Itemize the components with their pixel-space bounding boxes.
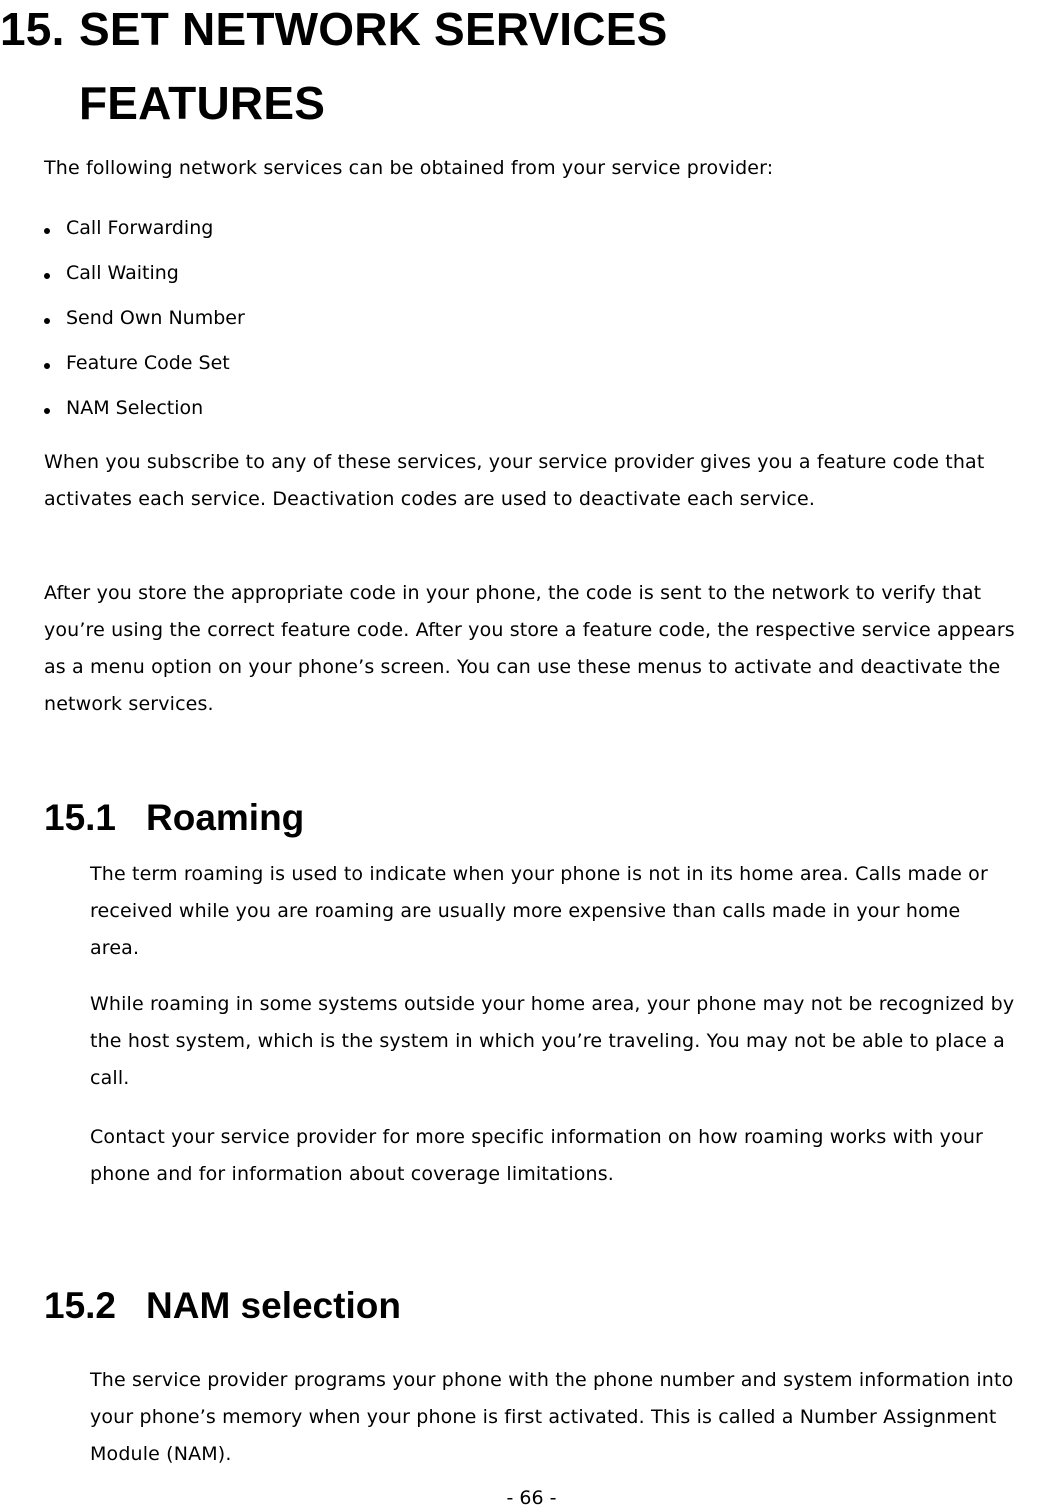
bullet-icon — [44, 363, 50, 369]
intro-paragraph-2: After you store the appropriate code in your phone, the code is sent to the network to verify that you’re using the correct feature code. After you store a feature code, the respective service appears as a menu option on your phone’s screen. You can use these menus to activate and deactivate the network services. — [44, 582, 1015, 715]
bullet-icon — [44, 408, 50, 414]
services-list — [44, 206, 245, 431]
section-title: Roaming — [146, 797, 305, 838]
section-heading-nam-selection — [44, 1284, 401, 1328]
list-item: Call Waiting — [44, 251, 245, 296]
intro-lead: The following network services can be obtained from your service provider: — [44, 157, 774, 179]
chapter-title — [0, 0, 667, 140]
list-item: Feature Code Set — [44, 341, 245, 386]
list-item: Send Own Number — [44, 296, 245, 341]
section-number: 15.2 — [44, 1285, 117, 1326]
list-item: Call Forwarding — [44, 206, 245, 251]
bullet-icon — [44, 273, 50, 279]
nam-paragraph-1: The service provider programs your phone with the phone number and system information into your phone’s memory when your phone is first activated. This is called a Number Assignment Module (NAM). — [90, 1369, 1014, 1465]
section-number: 15.1 — [44, 797, 117, 838]
section-title: NAM selection — [146, 1285, 401, 1326]
bullet-icon — [44, 318, 50, 324]
intro-paragraph-1: When you subscribe to any of these services, your service provider gives you a feature code that activates each service. Deactivation codes are used to deactivate each service. — [44, 451, 985, 510]
roaming-paragraph-3: Contact your service provider for more specific information on how roaming works with your phone and for information about coverage limitations. — [90, 1126, 984, 1185]
chapter-title-line2: FEATURES — [79, 77, 326, 129]
roaming-paragraph-1: The term roaming is used to indicate when your phone is not in its home area. Calls made or received while you are roaming are usually more expensive than calls made in your home area. — [90, 863, 988, 959]
list-item: NAM Selection — [44, 386, 245, 431]
roaming-paragraph-2: While roaming in some systems outside your home area, your phone may not be recognized by the host system, which is the system in which you’re traveling. You may not be able to place a call. — [90, 993, 1015, 1089]
bullet-icon — [44, 228, 50, 234]
chapter-title-line1: SET NETWORK SERVICES — [79, 3, 668, 55]
chapter-number: 15. — [0, 3, 65, 55]
section-heading-roaming — [44, 796, 304, 840]
page-number: - 66 - — [506, 1487, 557, 1509]
